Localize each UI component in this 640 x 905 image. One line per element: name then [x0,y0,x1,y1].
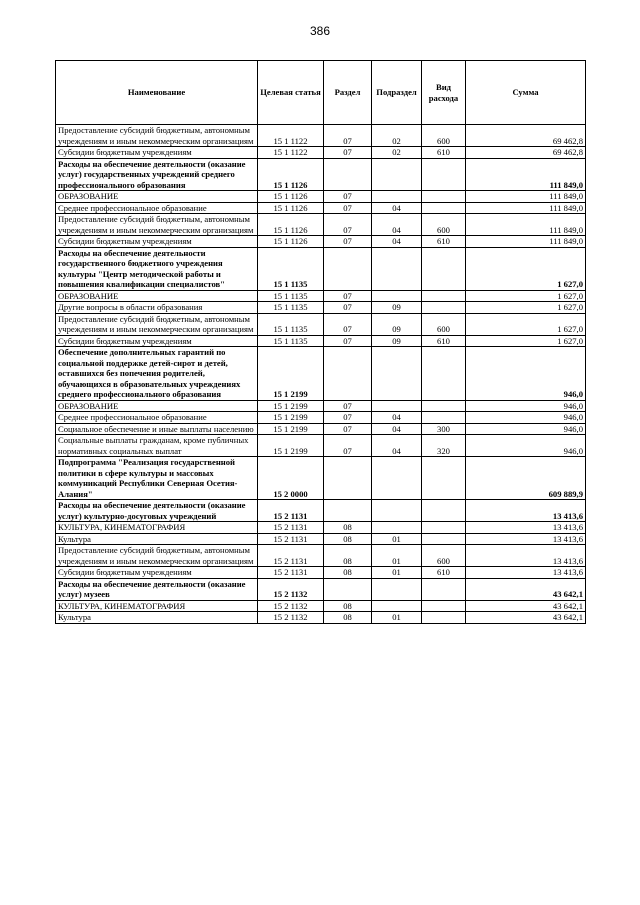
cell-name: Субсидии бюджетным учреждениям [56,236,258,248]
cell-target: 15 1 1135 [258,247,324,290]
cell-kind: 600 [422,214,466,236]
cell-target: 15 1 1126 [258,191,324,203]
cell-sum: 43 642,1 [466,600,586,612]
cell-name: Субсидии бюджетным учреждениям [56,567,258,579]
cell-subsection [372,457,422,500]
cell-kind [422,612,466,624]
header-subsection: Подраздел [372,61,422,125]
cell-target: 15 1 1135 [258,290,324,302]
cell-name: Среднее профессиональное образование [56,202,258,214]
cell-name: Расходы на обеспечение деятельности государственного бюджетного учреждения культуры "Центр методической работы и повышения квалификации специалистов" [56,247,258,290]
cell-sum: 43 642,1 [466,612,586,624]
cell-kind: 610 [422,236,466,248]
table-row [56,457,586,500]
cell-sum: 13 413,6 [466,533,586,545]
cell-section: 08 [324,545,372,567]
cell-section: 07 [324,191,372,203]
cell-section: 07 [324,435,372,457]
cell-subsection [372,247,422,290]
cell-target: 15 1 1126 [258,158,324,191]
cell-section: 07 [324,313,372,335]
cell-section: 07 [324,202,372,214]
cell-sum: 946,0 [466,423,586,435]
cell-section: 07 [324,214,372,236]
cell-section [324,347,372,401]
cell-section: 07 [324,302,372,314]
cell-name: Обеспечение дополнительных гарантий по социальной поддержке детей-сирот и детей, оставшихся без попечения родителей, обучающихся в образовательных учреждениях среднего профессионального образования [56,347,258,401]
cell-name: Расходы на обеспечение деятельности (оказание услуг) культурно-досуговых учреждений [56,500,258,522]
cell-sum: 1 627,0 [466,290,586,302]
cell-section: 07 [324,147,372,159]
cell-name: ОБРАЗОВАНИЕ [56,400,258,412]
cell-subsection [372,600,422,612]
cell-target: 15 1 1135 [258,335,324,347]
cell-section: 08 [324,600,372,612]
cell-sum: 13 413,6 [466,567,586,579]
cell-name: Предоставление субсидий бюджетным, автономным учреждениям и иным некоммерческим организациям [56,214,258,236]
cell-section: 07 [324,423,372,435]
cell-sum: 1 627,0 [466,302,586,314]
cell-name: ОБРАЗОВАНИЕ [56,290,258,302]
cell-section [324,247,372,290]
table-row [56,423,586,435]
cell-name: Расходы на обеспечение деятельности (оказание услуг) музеев [56,578,258,600]
table-row [56,313,586,335]
cell-name: ОБРАЗОВАНИЕ [56,191,258,203]
table-row [56,302,586,314]
cell-subsection: 04 [372,435,422,457]
table-row [56,214,586,236]
cell-subsection [372,578,422,600]
cell-kind: 600 [422,313,466,335]
table-row [56,191,586,203]
cell-subsection: 09 [372,313,422,335]
table-row [56,612,586,624]
cell-name: Подпрограмма "Реализация государственной политики в сфере культуры и массовых коммуникаций Республики Северная Осетия-Алания" [56,457,258,500]
cell-name: Среднее профессиональное образование [56,412,258,424]
table-row [56,236,586,248]
cell-kind [422,202,466,214]
cell-kind [422,578,466,600]
cell-subsection: 04 [372,412,422,424]
header-target: Целевая статья [258,61,324,125]
cell-name: Субсидии бюджетным учреждениям [56,335,258,347]
table-row [56,347,586,401]
cell-kind [422,158,466,191]
cell-kind: 610 [422,567,466,579]
cell-subsection [372,290,422,302]
table-row [56,147,586,159]
cell-sum: 946,0 [466,435,586,457]
cell-subsection [372,400,422,412]
cell-sum: 69 462,8 [466,147,586,159]
cell-target: 15 2 1131 [258,545,324,567]
table-row [56,600,586,612]
cell-subsection [372,500,422,522]
cell-sum: 111 849,0 [466,158,586,191]
cell-sum: 1 627,0 [466,247,586,290]
cell-section [324,158,372,191]
cell-sum: 111 849,0 [466,236,586,248]
cell-sum: 43 642,1 [466,578,586,600]
table-row [56,533,586,545]
table-row [56,125,586,147]
cell-target: 15 2 1131 [258,500,324,522]
cell-subsection [372,522,422,534]
cell-kind [422,400,466,412]
table-row [56,578,586,600]
cell-section: 07 [324,125,372,147]
cell-sum: 946,0 [466,347,586,401]
table-row [56,412,586,424]
cell-section: 08 [324,533,372,545]
cell-name: Расходы на обеспечение деятельности (оказание услуг) государственных учреждений среднего профессионального образования [56,158,258,191]
cell-subsection: 04 [372,202,422,214]
cell-section: 07 [324,335,372,347]
cell-kind: 600 [422,545,466,567]
cell-target: 15 1 2199 [258,435,324,457]
cell-subsection [372,158,422,191]
cell-kind [422,533,466,545]
cell-subsection: 01 [372,567,422,579]
cell-sum: 111 849,0 [466,191,586,203]
cell-sum: 111 849,0 [466,202,586,214]
cell-target: 15 1 1126 [258,214,324,236]
cell-sum: 609 889,9 [466,457,586,500]
cell-target: 15 1 1135 [258,313,324,335]
cell-sum: 13 413,6 [466,545,586,567]
table-row [56,247,586,290]
cell-subsection [372,191,422,203]
table-row [56,435,586,457]
cell-name: Социальные выплаты гражданам, кроме публичных нормативных социальных выплат [56,435,258,457]
cell-section: 08 [324,567,372,579]
cell-kind [422,347,466,401]
cell-target: 15 2 1131 [258,533,324,545]
cell-target: 15 1 2199 [258,347,324,401]
cell-kind: 610 [422,147,466,159]
cell-kind [422,600,466,612]
cell-target: 15 2 1132 [258,578,324,600]
cell-kind [422,412,466,424]
cell-sum: 946,0 [466,400,586,412]
cell-target: 15 1 1126 [258,202,324,214]
cell-subsection: 04 [372,214,422,236]
cell-sum: 1 627,0 [466,313,586,335]
table-row [56,158,586,191]
cell-subsection: 09 [372,335,422,347]
cell-section: 07 [324,400,372,412]
cell-name: Субсидии бюджетным учреждениям [56,147,258,159]
cell-target: 15 1 1126 [258,236,324,248]
cell-subsection: 09 [372,302,422,314]
cell-kind: 610 [422,335,466,347]
cell-subsection: 01 [372,545,422,567]
cell-name: Предоставление субсидий бюджетным, автономным учреждениям и иным некоммерческим организациям [56,313,258,335]
cell-section: 08 [324,612,372,624]
cell-target: 15 2 1131 [258,522,324,534]
cell-kind [422,191,466,203]
cell-sum: 13 413,6 [466,500,586,522]
cell-section [324,500,372,522]
header-name: Наименование [56,61,258,125]
cell-name: Предоставление субсидий бюджетным, автономным учреждениям и иным некоммерческим организациям [56,545,258,567]
cell-kind [422,290,466,302]
cell-sum: 946,0 [466,412,586,424]
cell-section: 07 [324,290,372,302]
table-row [56,202,586,214]
cell-section: 07 [324,236,372,248]
cell-subsection: 02 [372,125,422,147]
cell-subsection: 02 [372,147,422,159]
table-header-row [56,61,586,125]
cell-name: Социальное обеспечение и иные выплаты населению [56,423,258,435]
cell-section: 08 [324,522,372,534]
table-row [56,500,586,522]
cell-target: 15 2 0000 [258,457,324,500]
cell-target: 15 1 1122 [258,147,324,159]
cell-name: Другие вопросы в области образования [56,302,258,314]
header-sum: Сумма [466,61,586,125]
cell-sum: 1 627,0 [466,335,586,347]
cell-name: Культура [56,612,258,624]
table-body [56,125,586,624]
cell-kind: 320 [422,435,466,457]
cell-kind [422,247,466,290]
cell-kind: 600 [422,125,466,147]
cell-target: 15 2 1132 [258,600,324,612]
cell-section: 07 [324,412,372,424]
cell-target: 15 1 1122 [258,125,324,147]
cell-kind [422,457,466,500]
cell-target: 15 1 2199 [258,400,324,412]
cell-subsection: 01 [372,533,422,545]
cell-name: Культура [56,533,258,545]
table-row [56,290,586,302]
cell-name: Предоставление субсидий бюджетным, автономным учреждениям и иным некоммерческим организациям [56,125,258,147]
cell-target: 15 2 1132 [258,612,324,624]
table-row [56,522,586,534]
cell-sum: 69 462,8 [466,125,586,147]
cell-target: 15 1 2199 [258,423,324,435]
cell-kind: 300 [422,423,466,435]
cell-subsection: 01 [372,612,422,624]
header-kind: Вид расхода [422,61,466,125]
cell-sum: 111 849,0 [466,214,586,236]
cell-name: КУЛЬТУРА, КИНЕМАТОГРАФИЯ [56,522,258,534]
cell-section [324,578,372,600]
cell-subsection: 04 [372,236,422,248]
cell-subsection: 04 [372,423,422,435]
cell-sum: 13 413,6 [466,522,586,534]
page-number: 386 [309,24,331,38]
cell-target: 15 1 1135 [258,302,324,314]
table-row [56,567,586,579]
table-row [56,400,586,412]
cell-section [324,457,372,500]
cell-kind [422,302,466,314]
table-row [56,335,586,347]
budget-table [55,60,586,624]
cell-target: 15 1 2199 [258,412,324,424]
cell-target: 15 2 1131 [258,567,324,579]
header-section: Раздел [324,61,372,125]
cell-name: КУЛЬТУРА, КИНЕМАТОГРАФИЯ [56,600,258,612]
cell-kind [422,522,466,534]
cell-subsection [372,347,422,401]
table-row [56,545,586,567]
cell-kind [422,500,466,522]
